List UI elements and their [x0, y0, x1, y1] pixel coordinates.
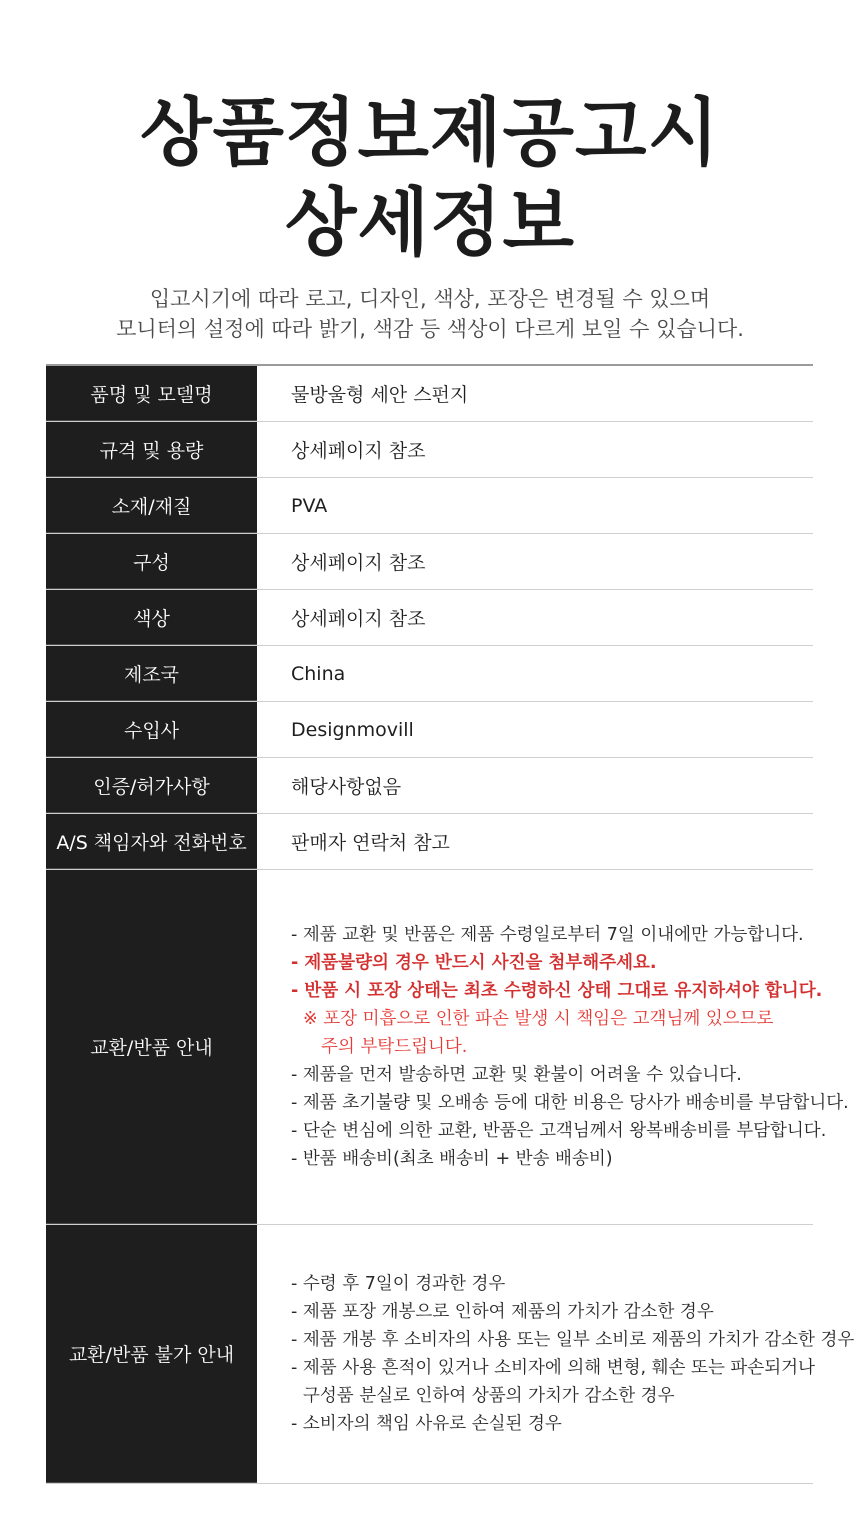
table-row [46, 478, 813, 534]
row-value: Designmovill [291, 718, 414, 741]
row-label: 인증/허가사항 [46, 758, 257, 813]
row-value: 물방울형 세안 스펀지 [291, 384, 469, 406]
row-value: China [291, 662, 346, 685]
table-row [46, 758, 813, 814]
exchange-warning: - 반품 시 포장 상태는 최초 수령하신 상태 그대로 유지하셔야 합니다. [291, 981, 823, 1001]
row-label: 규격 및 용량 [46, 422, 257, 477]
table-row [46, 702, 813, 758]
exchange-note: - 제품을 먼저 발송하면 교환 및 환불이 어려울 수 있습니다. [291, 1065, 742, 1085]
no-exchange-note: - 소비자의 책임 사유로 손실된 경우 [291, 1414, 562, 1434]
product-info-table [46, 364, 855, 1484]
no-exchange-note: - 제품 사용 흔적이 있거나 소비자에 의해 변형, 훼손 또는 파손되거나 [291, 1358, 815, 1378]
no-exchange-note: - 수령 후 7일이 경과한 경우 [291, 1274, 506, 1294]
exchange-caution: ※ 포장 미흡으로 인한 파손 발생 시 책임은 고객님께 있으므로 [303, 1009, 774, 1029]
exchange-warning: - 제품불량의 경우 반드시 사진을 첨부해주세요. [291, 953, 657, 973]
row-label: 품명 및 모델명 [46, 366, 257, 421]
page-subtitle [0, 284, 860, 344]
exchange-info-label: 교환/반품 안내 [46, 870, 257, 1224]
exchange-info-content [257, 870, 849, 1224]
row-label: 구성 [46, 534, 257, 589]
exchange-caution: 주의 부탁드립니다. [321, 1037, 468, 1057]
title-line-2: 상세정보 [285, 180, 575, 266]
table-row [46, 534, 813, 590]
subtitle-line-2: 모니터의 설정에 따라 밝기, 색감 등 색상이 다르게 보일 수 있습니다. [116, 317, 744, 341]
row-value: 상세페이지 참조 [291, 608, 426, 630]
exchange-note: - 단순 변심에 의한 교환, 반품은 고객님께서 왕복배송비를 부담합니다. [291, 1121, 827, 1141]
exchange-note: - 제품 초기불량 및 오배송 등에 대한 비용은 당사가 배송비를 부담합니다. [291, 1093, 849, 1113]
row-value: PVA [291, 494, 328, 517]
row-label: 제조국 [46, 646, 257, 701]
table-row [46, 590, 813, 646]
row-value: 상세페이지 참조 [291, 440, 426, 462]
row-value: 상세페이지 참조 [291, 552, 426, 574]
row-label: 수입사 [46, 702, 257, 757]
no-exchange-info-content [257, 1225, 854, 1483]
table-row [46, 646, 813, 702]
exchange-note: - 제품 교환 및 반품은 제품 수령일로부터 7일 이내에만 가능합니다. [291, 925, 804, 945]
table-row [46, 814, 813, 870]
no-exchange-info-row [46, 1225, 855, 1484]
row-label: A/S 책임자와 전화번호 [46, 814, 257, 869]
row-value: 판매자 연락처 참고 [291, 832, 450, 854]
table-row [46, 422, 813, 478]
row-value: 해당사항없음 [291, 776, 402, 798]
table-row [46, 366, 813, 422]
no-exchange-note: - 제품 포장 개봉으로 인하여 제품의 가치가 감소한 경우 [291, 1302, 714, 1322]
row-label: 소재/재질 [46, 478, 257, 533]
title-line-1: 상품정보제공고시 [140, 90, 720, 176]
row-label: 색상 [46, 590, 257, 645]
no-exchange-note: - 제품 개봉 후 소비자의 사용 또는 일부 소비로 제품의 가치가 감소한 경우 [291, 1330, 855, 1350]
exchange-info-row [46, 870, 849, 1225]
exchange-note: - 반품 배송비(최초 배송비 + 반송 배송비) [291, 1149, 613, 1169]
no-exchange-note: 구성품 분실로 인하여 상품의 가치가 감소한 경우 [303, 1386, 675, 1406]
subtitle-line-1: 입고시기에 따라 로고, 디자인, 색상, 포장은 변경될 수 있으며 [149, 287, 711, 311]
no-exchange-info-label: 교환/반품 불가 안내 [46, 1225, 257, 1483]
page-title [0, 88, 860, 268]
